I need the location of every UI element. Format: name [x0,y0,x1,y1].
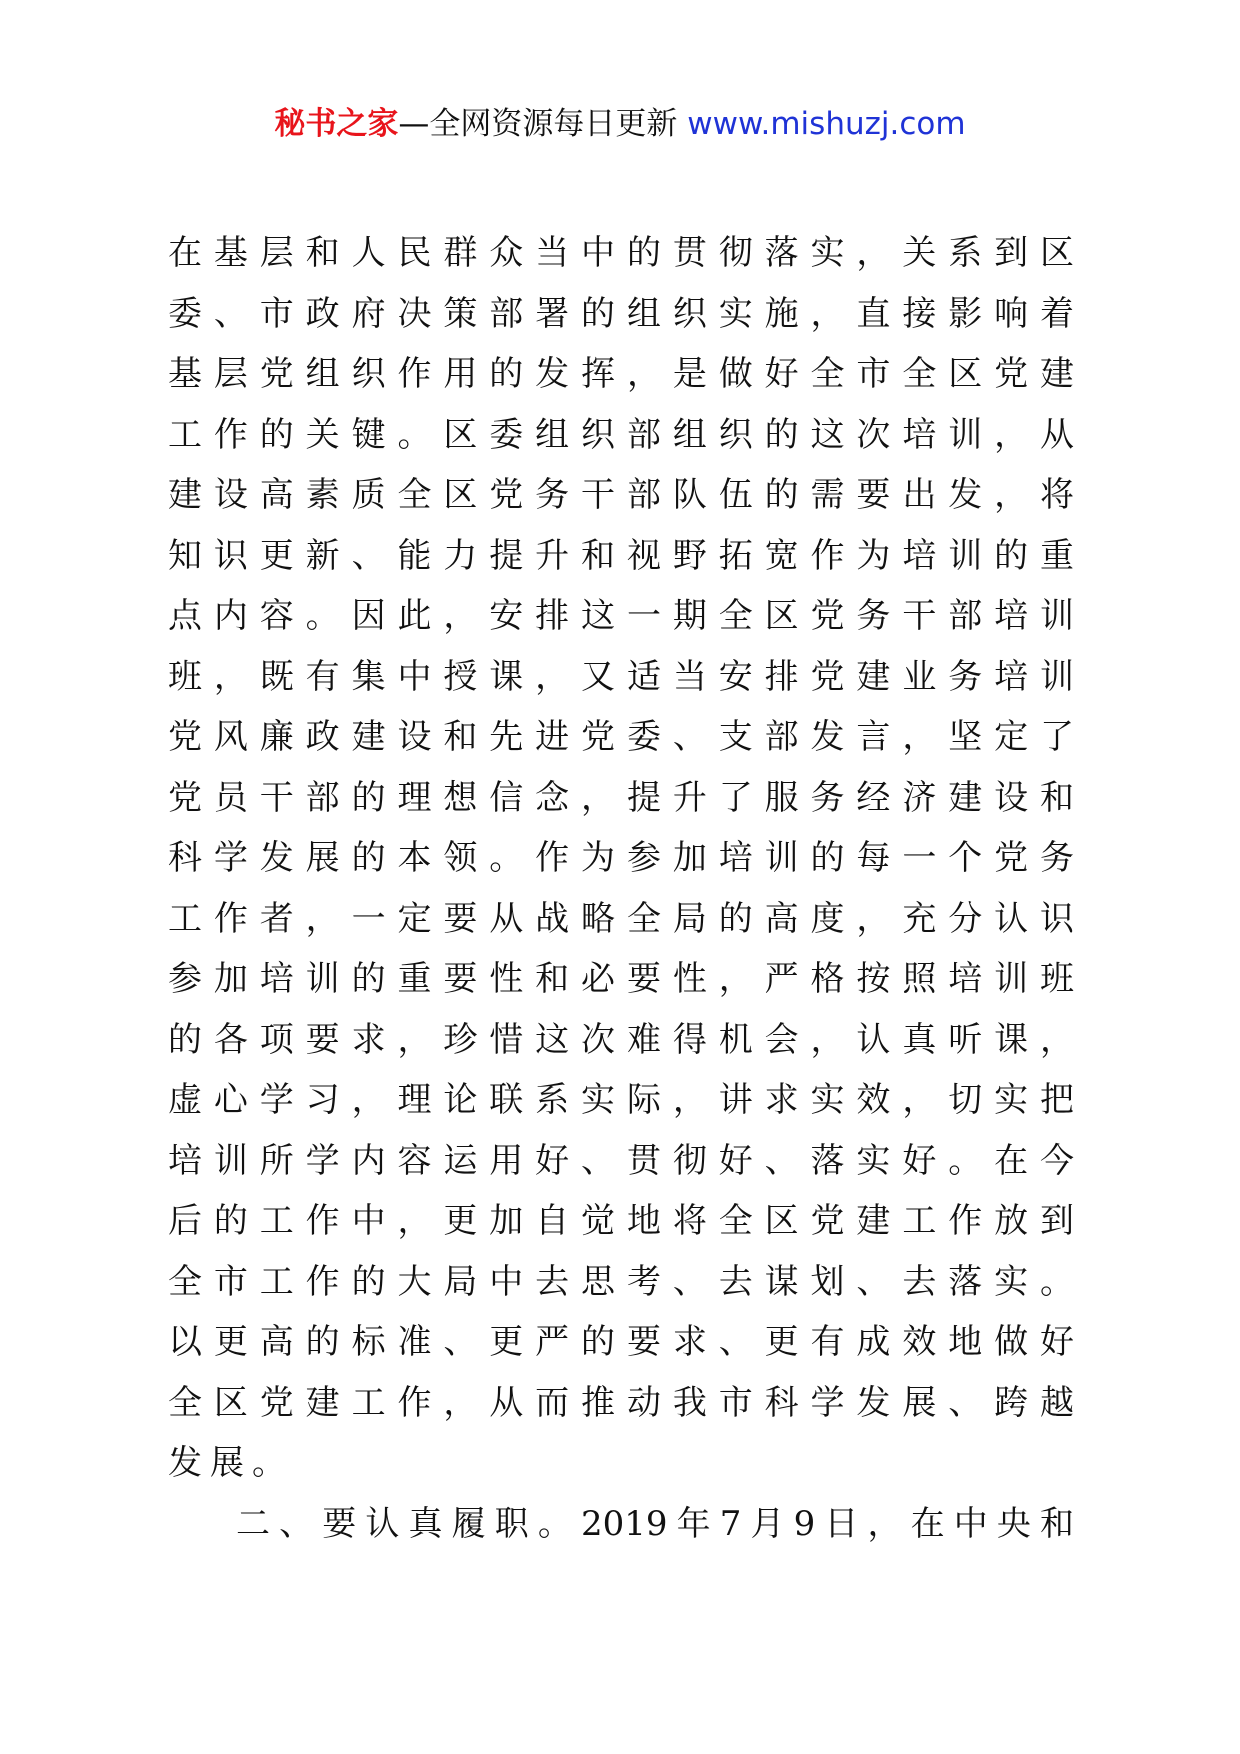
text-line: 知识更新、能力提升和视野拓宽作为培训的重 [168,535,1074,576]
text-line: 建设高素质全区党务干部队伍的需要出发，将 [168,475,1074,515]
text-line: 全区党建工作，从而推动我市科学发展、跨越 [168,1382,1074,1423]
text-line: 党员干部的理想信念，提升了服务经济建设和 [168,777,1074,818]
text-line: 的各项要求，珍惜这次难得机会，认真听课， [168,1019,1074,1060]
text-line: 委、市政府决策部署的组织实施，直接影响着 [168,293,1074,334]
text-line: 班，既有集中授课，又适当安排党建业务培训 [168,656,1074,697]
page-header [0,102,1240,146]
text-line: 工作者，一定要从战略全局的高度，充分认识 [168,898,1074,939]
text-line: 虚心学习，理论联系实际，讲求实效，切实把 [168,1080,1074,1120]
text-line: 科学发展的本领。作为参加培训的每一个党务 [168,838,1074,878]
document-body [168,223,1074,1554]
text-line: 以更高的标准、更严的要求、更有成效地做好 [168,1322,1074,1362]
text-line: 全市工作的大局中去思考、去谋划、去落实。 [168,1261,1074,1302]
text-line: 后的工作中，更加自觉地将全区党建工作放到 [168,1201,1074,1241]
text-line: 党风廉政建设和先进党委、支部发言，坚定了 [168,717,1074,757]
text-line: 基层党组织作用的发挥，是做好全市全区党建 [168,354,1074,394]
text-line: 在基层和人民群众当中的贯彻落实，关系到区 [168,233,1074,273]
text-line: 参加培训的重要性和必要性，严格按照培训班 [168,959,1074,999]
text-line: 培训所学内容运用好、贯彻好、落实好。在今 [168,1140,1074,1181]
site-url-link[interactable]: www.mishuzj.com [687,106,966,142]
text-line: 工作的关键。区委组织部组织的这次培训，从 [168,414,1074,455]
site-slogan: —全网资源每日更新 [398,106,678,142]
text-line: 发展。 [168,1443,294,1483]
text-line: 点内容。因此，安排这一期全区党务干部培训 [168,596,1074,636]
section-heading-line: 二、要认真履职。2019年7月9日，在中央和 [236,1503,1074,1544]
site-brand: 秘书之家 [274,106,399,142]
